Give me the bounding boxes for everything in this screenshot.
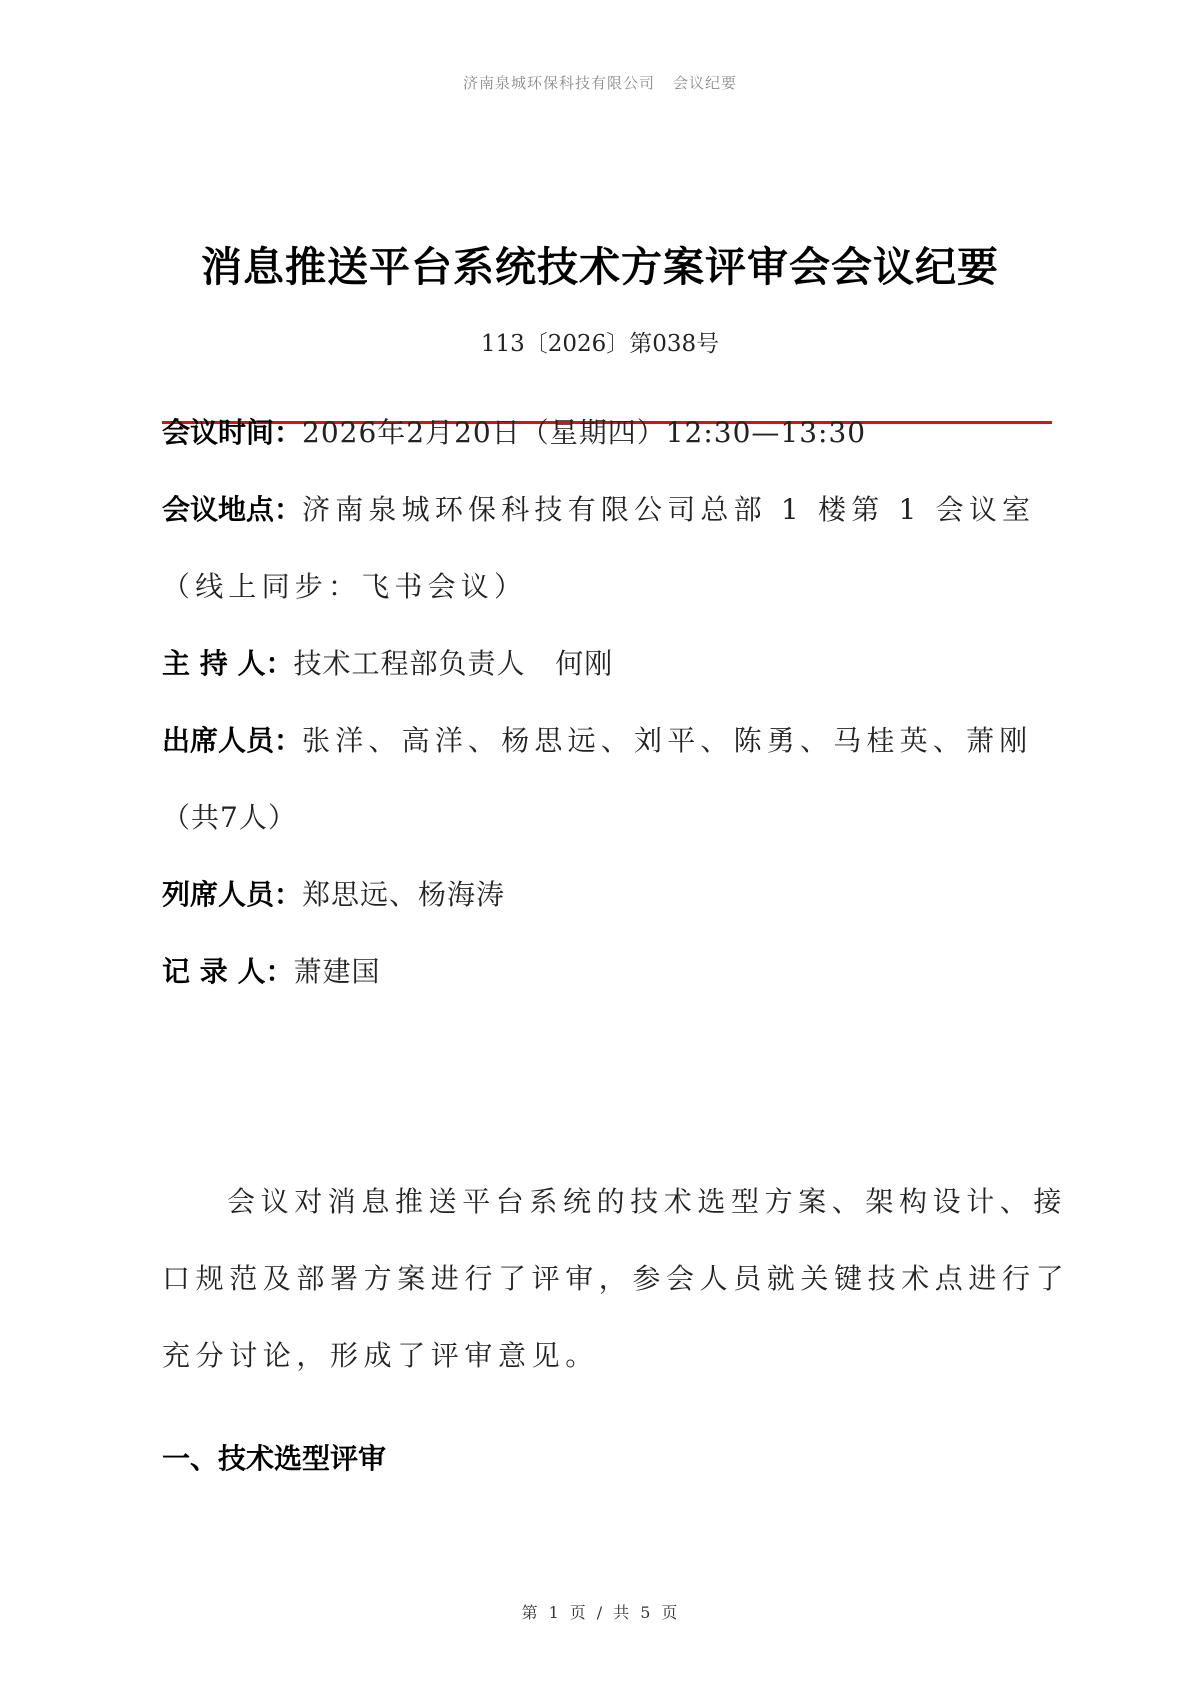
footer-page-prefix: 第 [521, 1603, 539, 1622]
footer-current-page: 1 [548, 1603, 560, 1622]
header-doc-type: 会议纪要 [673, 74, 738, 92]
section-heading-tech-selection: 一、技术选型评审 [162, 1442, 387, 1475]
attendees-label: 出席人员： [162, 724, 303, 757]
document-title: 消息推送平台系统技术方案评审会会议纪要 [201, 243, 999, 291]
meeting-location-label: 会议地点： [162, 493, 303, 526]
footer-total-pages: 5 [640, 1603, 652, 1622]
footer-total-prefix: 共 [613, 1603, 631, 1622]
meeting-time-row [162, 413, 1052, 453]
running-header [0, 72, 1200, 93]
attendees-value: 张洋、高洋、杨思远、刘平、陈勇、马桂英、萧刚 [302, 724, 1033, 757]
recorder-value: 萧建国 [293, 955, 381, 988]
meeting-location-row [162, 490, 1052, 530]
observers-value: 郑思远、杨海涛 [302, 878, 506, 911]
host-label: 主 持 人： [162, 647, 294, 680]
meeting-location-online: （线上同步：飞书会议） [162, 570, 528, 603]
meeting-location-row-continued [162, 567, 1052, 607]
recorder-label: 记 录 人： [162, 955, 294, 988]
footer-total-suffix: 页 [661, 1603, 679, 1622]
footer-separator: / [596, 1603, 604, 1622]
attendees-count: （共7人） [162, 801, 297, 834]
document-number: 113〔2026〕第038号 [480, 331, 720, 357]
meeting-location-value: 济南泉城环保科技有限公司总部 1 楼第 1 会议室 [302, 493, 1036, 526]
meeting-time-label: 会议时间： [162, 416, 303, 449]
meeting-time-value: 2026年2月20日（星期四）12:30—13:30 [302, 416, 867, 449]
footer-page-suffix: 页 [569, 1603, 587, 1622]
summary-line-2: 口规范及部署方案进行了评审，参会人员就关键技术点进行了 [162, 1262, 1070, 1295]
page-footer [0, 1600, 1200, 1623]
observers-row [162, 875, 1052, 915]
host-value: 技术工程部负责人 何刚 [293, 647, 614, 680]
summary-line-3: 充分讨论，形成了评审意见。 [162, 1339, 599, 1372]
summary-line-1: 会议对消息推送平台系统的技术选型方案、架构设计、接 [227, 1185, 1068, 1218]
host-row [162, 644, 1052, 684]
attendees-row-continued [162, 798, 1052, 838]
recorder-row [162, 952, 1052, 992]
attendees-row [162, 721, 1052, 761]
header-company: 济南泉城环保科技有限公司 [462, 74, 655, 92]
observers-label: 列席人员： [162, 878, 303, 911]
